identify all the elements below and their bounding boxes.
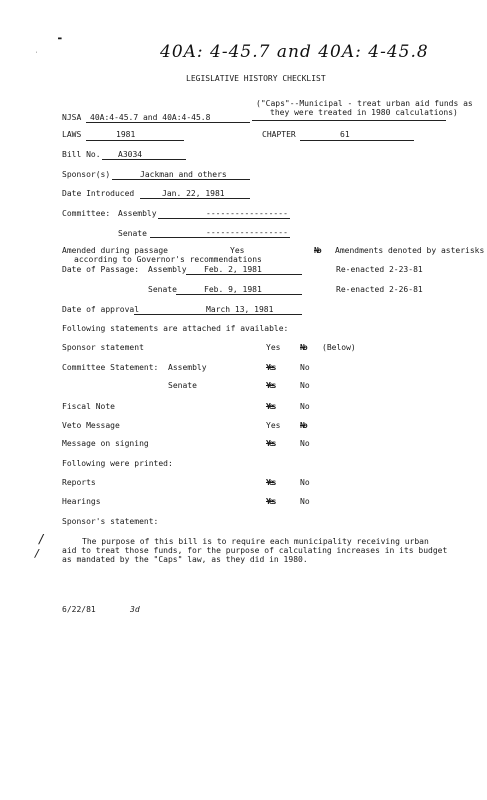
row-sponsor-extra: (Below) [322, 343, 356, 352]
margin-mark: / [38, 532, 46, 546]
passage-senate-underline [176, 294, 302, 295]
sponsor-underline [112, 179, 250, 180]
laws-underline [86, 140, 184, 141]
statement-line2: aid to treat those funds, for the purpose of calculating increases in its budget [62, 546, 448, 555]
laws-label: LAWS [62, 130, 82, 139]
row-committee-senate-yes-struck: Yes [266, 381, 275, 390]
row-fiscal-label: Fiscal Note [62, 402, 115, 411]
njsa-note-line2: they were treated in 1980 calculations) [270, 108, 458, 117]
chapter-value: 61 [340, 130, 350, 139]
handwritten-header: 40A: 4-45.7 and 40A: 4-45.8 [160, 42, 429, 62]
page-title: LEGISLATIVE HISTORY CHECKLIST [186, 74, 326, 83]
bill-label: Bill No. [62, 150, 101, 159]
passage-assembly-underline [186, 274, 302, 275]
njsa-note-underline [252, 120, 446, 121]
reenacted-assembly: Re-enacted 2-23-81 [336, 265, 423, 274]
committee-senate-label: Senate [118, 229, 147, 238]
approval-underline [134, 314, 302, 315]
passage-senate-label: Senate [148, 285, 177, 294]
row-sponsor-yes: Yes [266, 343, 281, 352]
row-hearings-yes-struck: Yes [266, 497, 275, 506]
chapter-underline [300, 140, 414, 141]
row-message-yes-struck: Yes [266, 439, 275, 448]
row-committee-senate-label: Senate [168, 381, 197, 390]
committee-senate-value: ----------------- [206, 228, 288, 237]
footer-date: 6/22/81 [62, 605, 96, 614]
committee-assembly-label: Assembly [118, 209, 157, 218]
statement-line3: as mandated by the "Caps" law, as they did in 1980. [62, 555, 308, 564]
amended-no-struck: No [314, 246, 320, 255]
sponsor-label: Sponsor(s) [62, 170, 111, 179]
amendments-note: Amendments denoted by asterisks [335, 246, 485, 255]
stray-dot: · [35, 50, 39, 56]
chapter-label: CHAPTER [262, 130, 296, 139]
row-fiscal-no: No [300, 402, 310, 411]
date-introduced-underline [140, 198, 250, 199]
row-veto-no-struck: No [300, 421, 306, 430]
date-introduced-value: Jan. 22, 1981 [162, 189, 225, 198]
row-committee-senate-no: No [300, 381, 310, 390]
committee-senate-underline [150, 237, 290, 238]
following-attached: Following statements are attached if available: [62, 324, 289, 333]
amended-label: Amended during passage [62, 246, 168, 255]
approval-label: Date of approval [62, 305, 140, 314]
committee-assembly-underline [158, 218, 290, 219]
row-veto-label: Veto Message [62, 421, 120, 430]
sponsor-value: Jackman and others [140, 170, 227, 179]
row-veto-yes: Yes [266, 421, 281, 430]
date-introduced-label: Date Introduced [62, 189, 135, 198]
statement-line1: The purpose of this bill is to require each municipality receiving urban [82, 537, 429, 546]
amended-yes: Yes [230, 246, 245, 255]
committee-label: Committee: [62, 209, 111, 218]
njsa-note-line1: ("Caps"--Municipal - treat urban aid funds as [256, 99, 473, 108]
row-reports-no: No [300, 478, 310, 487]
row-sponsor-no-struck: No [300, 343, 306, 352]
margin-mark-2: / [34, 547, 41, 560]
committee-assembly-value: ----------------- [206, 209, 288, 218]
bill-underline [102, 159, 186, 160]
row-message-label: Message on signing [62, 439, 149, 448]
stray-mark: ▬ [58, 35, 62, 42]
row-committee-label: Committee Statement: [62, 363, 159, 372]
row-sponsor-label: Sponsor statement [62, 343, 144, 352]
row-reports-yes-struck: Yes [266, 478, 275, 487]
njsa-label: NJSA [62, 113, 82, 122]
passage-assembly-label: Assembly [148, 265, 187, 274]
row-committee-assembly-no: No [300, 363, 310, 372]
row-message-no: No [300, 439, 310, 448]
row-hearings-label: Hearings [62, 497, 101, 506]
following-printed: Following were printed: [62, 459, 173, 468]
passage-label: Date of Passage: [62, 265, 140, 274]
governor-recs: according to Governor's recommendations [74, 255, 262, 264]
passage-senate-value: Feb. 9, 1981 [204, 285, 262, 294]
row-hearings-no: No [300, 497, 310, 506]
sponsor-statement-heading: Sponsor's statement: [62, 517, 159, 526]
laws-value: 1981 [116, 130, 136, 139]
reenacted-senate: Re-enacted 2-26-81 [336, 285, 423, 294]
row-reports-label: Reports [62, 478, 96, 487]
row-committee-assembly-yes-struck: Yes [266, 363, 275, 372]
row-committee-assembly-label: Assembly [168, 363, 207, 372]
approval-value: March 13, 1981 [206, 305, 274, 314]
njsa-value: 40A:4-45.7 and 40A:4-45.8 [90, 113, 211, 122]
footer-initials: 3d [130, 605, 140, 614]
row-fiscal-yes-struck: Yes [266, 402, 275, 411]
passage-assembly-value: Feb. 2, 1981 [204, 265, 262, 274]
bill-value: A3034 [118, 150, 143, 159]
njsa-underline [86, 122, 250, 123]
